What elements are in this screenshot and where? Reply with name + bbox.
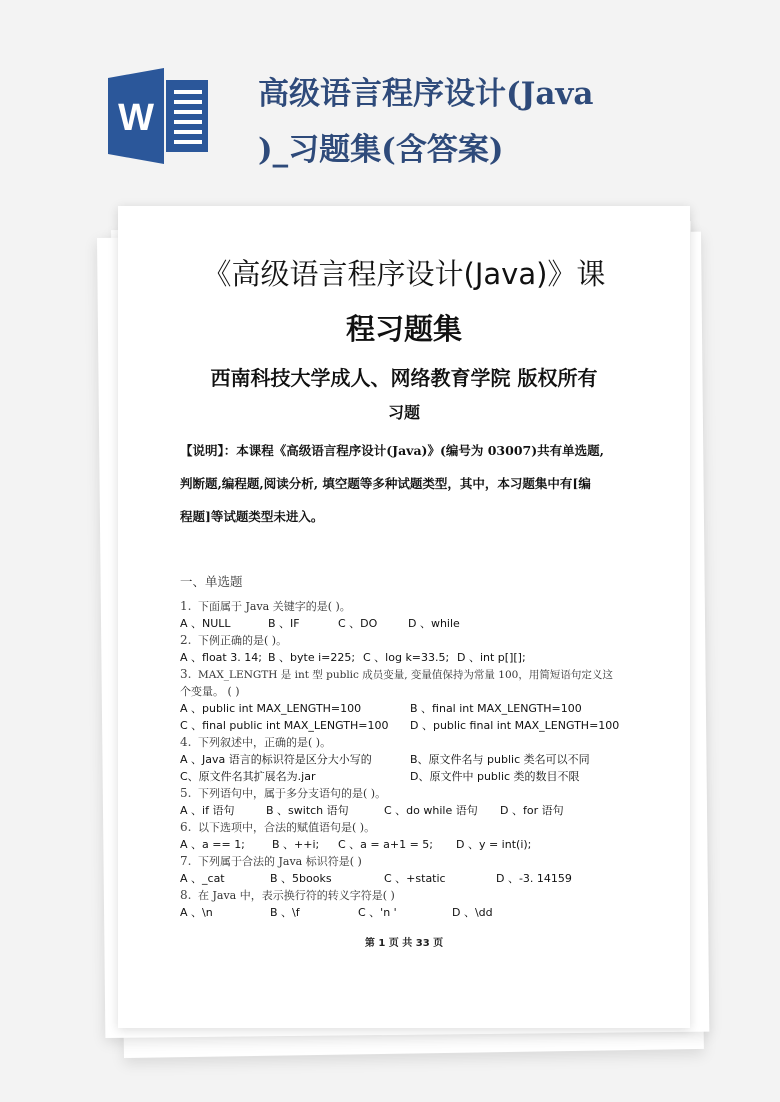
page-title-line1: 《高级语言程序设计(Java)》课 [202, 257, 606, 291]
option-a: A 、\n [180, 906, 213, 919]
word-icon [108, 68, 210, 164]
question-text: MAX_LENGTH 是 int 型 public 成员变量, 变量值保持为常量 100，用简短语句定义这 [198, 669, 613, 681]
option-a: A 、_cat [180, 872, 225, 885]
option-c: C、原文件名其扩展名为.jar [180, 770, 316, 783]
note-line: 判断题,编程题,阅读分析, 填空题等多种试题类型，其中，本习题集中有[编 [180, 476, 591, 491]
option-c: C 、+static [384, 872, 446, 885]
page-title-line2: 程习题集 [345, 312, 462, 346]
option-b: B、原文件名与 public 类名可以不同 [410, 753, 590, 766]
question-text: 下例正确的是( )。 [198, 634, 288, 647]
question-number: 6. [180, 820, 192, 834]
question-stem [180, 853, 650, 870]
question-stem [180, 785, 650, 802]
option-c: C 、DO [338, 617, 378, 630]
question-options [180, 836, 650, 853]
document-page [118, 206, 690, 1028]
option-b: B 、++i; [272, 838, 320, 851]
question-stem [180, 887, 650, 904]
question-options [180, 870, 650, 887]
instructions-note [180, 434, 632, 533]
option-c: C 、log k=33.5; [363, 651, 450, 664]
option-a: A 、public int MAX_LENGTH=100 [180, 702, 362, 715]
question-stem [180, 632, 650, 649]
option-a: A 、Java 语言的标识符是区分大小写的 [180, 753, 372, 766]
question-options [180, 717, 650, 734]
question-stem [180, 666, 650, 683]
page-subtitle: 西南科技大学成人、网络教育学院 版权所有 [210, 366, 598, 390]
question-number: 4. [180, 735, 192, 749]
svg-text:W: W [118, 97, 154, 139]
question-text: 以下选项中，合法的赋值语句是( )。 [198, 821, 376, 834]
option-c: C 、final public int MAX_LENGTH=100 [180, 719, 389, 732]
question-options [180, 615, 650, 632]
option-b: B 、byte i=225; [268, 651, 356, 664]
option-b: B 、IF [268, 617, 300, 630]
option-b: B 、final int MAX_LENGTH=100 [410, 702, 582, 715]
option-d: D、原文件中 public 类的数目不限 [410, 770, 580, 783]
question-options [180, 700, 650, 717]
question-number: 3. [180, 667, 192, 681]
question-stem-continued [180, 683, 650, 700]
question-stem [180, 598, 650, 615]
page-subtitle-exercises: 习题 [387, 403, 420, 422]
question-options [180, 768, 650, 785]
option-d: D 、-3. 14159 [496, 872, 572, 885]
question-number: 2. [180, 633, 192, 647]
page-number-footer: 第 1 页 共 33 页 [364, 938, 444, 949]
question-stem [180, 734, 650, 751]
question-text: 个变量。 ( ) [180, 685, 240, 698]
question-number: 1. [180, 599, 192, 613]
option-a: A 、a == 1; [180, 838, 245, 851]
option-a: A 、NULL [180, 617, 231, 630]
option-d: D 、for 语句 [500, 804, 564, 817]
option-a: A 、if 语句 [180, 804, 235, 817]
option-d: D 、\dd [452, 906, 493, 919]
option-d: D 、while [408, 617, 460, 630]
question-number: 7. [180, 854, 192, 868]
option-d: D 、int p[][]; [457, 651, 526, 664]
question-text: 下列语句中，属于多分支语句的是( )。 [198, 787, 387, 800]
question-text: 下列属于合法的 Java 标识符是( ) [198, 855, 362, 868]
option-c: C 、a = a+1 = 5; [338, 838, 433, 851]
section-title: 一、单选题 [180, 574, 243, 589]
question-number: 8. [180, 888, 192, 902]
question-text: 下列叙述中，正确的是( )。 [198, 736, 332, 749]
option-b: B 、\f [270, 906, 300, 919]
note-line: 程题]等试题类型未进入。 [180, 509, 324, 524]
option-d: D 、y = int(i); [456, 838, 532, 851]
question-options [180, 802, 650, 819]
question-number: 5. [180, 786, 192, 800]
document-title-line2: )_习题集(含答案) [258, 132, 504, 168]
note-line: 【说明】：本课程《高级语言程序设计(Java)》(编号为 03007)共有单选题, [180, 443, 604, 458]
question-options [180, 649, 650, 666]
option-d: D 、public final int MAX_LENGTH=100 [410, 719, 620, 732]
question-list [180, 598, 650, 921]
option-c: C 、'n ' [358, 906, 397, 919]
question-stem [180, 819, 650, 836]
question-text: 下面属于 Java 关键字的是( )。 [198, 600, 351, 613]
document-title-line1: 高级语言程序设计(Java [258, 76, 594, 112]
document-title [258, 66, 598, 178]
option-a: A 、float 3. 14; [180, 651, 262, 664]
question-options [180, 904, 650, 921]
question-text: 在 Java 中，表示换行符的转义字符是( ) [198, 889, 395, 902]
option-c: C 、do while 语句 [384, 804, 478, 817]
option-b: B 、5books [270, 872, 332, 885]
option-b: B 、switch 语句 [266, 804, 349, 817]
question-options [180, 751, 650, 768]
